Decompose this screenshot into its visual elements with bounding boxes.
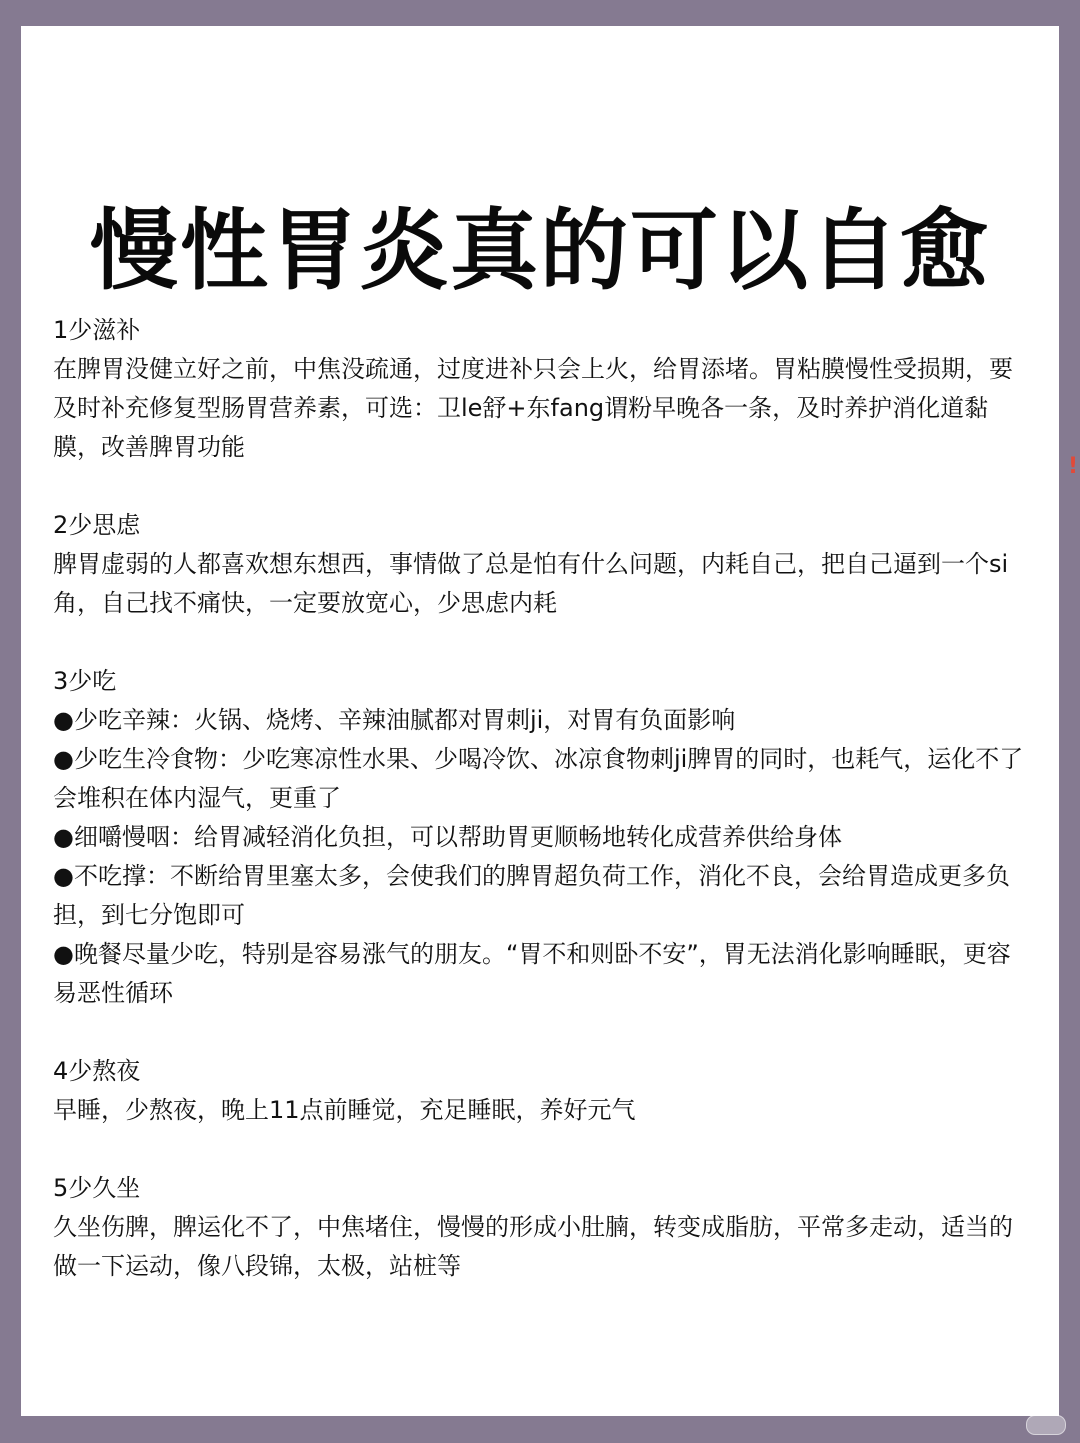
page-title: 慢性胃炎真的可以自愈 [89,199,990,302]
section-paragraph: 在脾胃没健立好之前，中焦没疏通，过度进补只会上火，给胃添堵。胃粘膜慢性受损期，要及时补充修复型肠胃营养素，可选：卫le舒+东fang谓粉早晚各一条，及时养护消化道黏膜，改善脾胃功能 [53,355,1013,461]
section-eat-less [53,662,1033,1013]
exclamation-mark: ! [1067,454,1078,479]
section-less-tonic [53,311,1033,467]
bullet-item: ●少吃辛辣：火锅、烧烤、辛辣油腻都对胃刺ji，对胃有负面影响 [53,706,736,734]
section-heading: 4少熬夜 [53,1057,141,1085]
section-less-worry [53,506,1033,623]
section-heading: 1少滋补 [53,316,141,344]
section-paragraph: 早睡，少熬夜，晚上11点前睡觉，充足睡眠，养好元气 [53,1096,636,1124]
section-heading: 5少久坐 [53,1174,141,1202]
article-body [53,311,1033,1286]
watermark-badge [1026,1415,1066,1435]
section-less-sitting [53,1169,1033,1286]
bullet-item: ●不吃撑：不断给胃里塞太多，会使我们的脾胃超负荷工作，消化不良，会给胃造成更多负担，到七分饱即可 [53,862,1010,929]
bullet-item: ●细嚼慢咽：给胃减轻消化负担，可以帮助胃更顺畅地转化成营养供给身体 [53,823,842,851]
section-heading: 3少吃 [53,667,117,695]
section-paragraph: 脾胃虚弱的人都喜欢想东想西，事情做了总是怕有什么问题，内耗自己，把自己逼到一个si角，自己找不痛快，一定要放宽心，少思虑内耗 [53,550,1009,617]
section-less-late-night [53,1052,1033,1130]
section-heading: 2少思虑 [53,511,141,539]
bullet-item: ●少吃生冷食物：少吃寒凉性水果、少喝冷饮、冰凉食物刺ji脾胃的同时，也耗气，运化不了会堆积在体内湿气，更重了 [53,745,1024,812]
section-paragraph: 久坐伤脾，脾运化不了，中焦堵住，慢慢的形成小肚腩，转变成脂肪，平常多走动，适当的做一下运动，像八段锦，太极，站桩等 [53,1213,1013,1280]
article-card [21,26,1059,1416]
bullet-item: ●晚餐尽量少吃，特别是容易涨气的朋友。“胃不和则卧不安”，胃无法消化影响睡眠，更容易恶性循环 [53,940,1011,1007]
